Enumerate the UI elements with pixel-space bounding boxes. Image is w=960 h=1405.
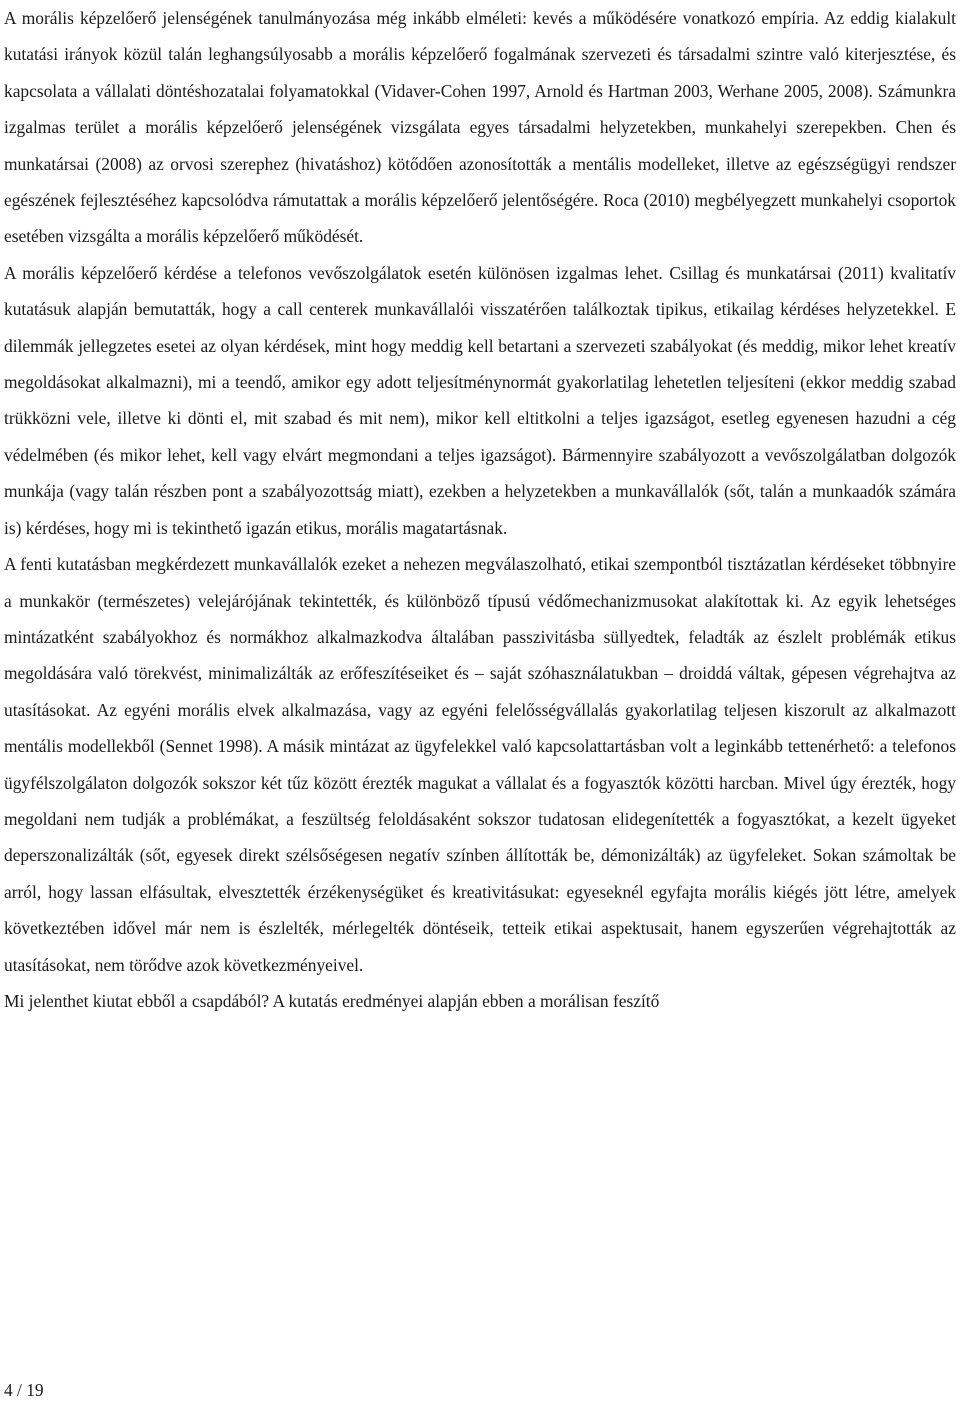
paragraph-2: A morális képzelőerő kérdése a telefonos vevőszolgálatok esetén különösen izgalmas lehet. Csillag és munkatársai (2011) kvalitatív kutatásuk alapján bemutatták, hogy a call centerek munkavállalói visszatérően találkoztak tipikus, etikailag kérdéses helyzetekkel. E dilemmák jellegzetes esetei az olyan kérdések, mint hogy meddig kell betartani a szervezeti szabályokat (és meddig, mikor lehet kreatív megoldásokat alkalmazni), mi a teendő, amikor egy adott teljesítménynormát gyakorlatilag lehetetlen teljesíteni (ekkor meddig szabad trükközni vele, illetve ki dönti el, mit szabad és mit nem), mikor kell eltitkolni a teljes igazságot, esetleg egyenesen hazudni a cég védelmében (és mikor lehet, kell vagy elvárt megmondani a teljes igazságot). Bármennyire szabályozott a vevőszolgálatban dolgozók munkája (vagy talán részben pont a szabályozottság miatt), ezekben a helyzetekben a munkavállalók (sőt, talán a munkaadók számára is) kérdéses, hogy mi is tekinthető igazán etikus, morális magatartásnak.	[4, 262, 956, 538]
paragraph-1: A morális képzelőerő jelenségének tanulmányozása még inkább elméleti: kevés a működésére vonatkozó empíria. Az eddig kialakult kutatási irányok közül talán leghangsúlyosabb a morális képzelőerő fogalmának szervezeti és társadalmi szintre való kiterjesztése, és kapcsolata a vállalati döntéshozatalai folyamatokkal (Vidaver-Cohen 1997, Arnold és Hartman 2003, Werhane 2005, 2008). Számunkra izgalmas terület a morális képzelőerő jelenségének vizsgálata egyes társadalmi helyzetekben, munkahelyi szerepekben. Chen és munkatársai (2008) az orvosi szerephez (hivatáshoz) kötődően azonosították a mentális modelleket, illetve az egészségügyi rendszer egészének fejlesztéséhez kapcsolódva rámutattak a morális képzelőerő jelentőségére. Roca (2010) megbélyegzett munkahelyi csoportok esetében vizsgálta a morális képzelőerő működését.	[4, 8, 956, 247]
paragraph-4: Mi jelenthet kiutat ebből a csapdából? A kutatás eredményei alapján ebben a morálisan feszítő	[4, 990, 660, 1011]
paragraph-3: A fenti kutatásban megkérdezett munkavállalók ezeket a nehezen megválaszolható, etikai szempontból tisztázatlan kérdéseket többnyire a munkakör (természetes) velejárójának tekintették, és különböző típusú védőmechanizmusokat alakítottak ki. Az egyik lehetséges mintázatként szabályokhoz és normákhoz alkalmazkodva általában passzivitásba süllyedtek, feladták az észlelt problémák etikus megoldására való törekvést, minimalizálták az erőfeszítéseiket és – saját szóhasználatukban – droiddá váltak, gépesen végrehajtva az utasításokat. Az egyéni morális elvek alkalmazása, vagy az egyéni felelősségvállalás gyakorlatilag teljesen kiszorult az alkalmazott mentális modellekből (Sennet 1998). A másik mintázat az ügyfelekkel való kapcsolattartásban volt a leginkább tettenérhető: a telefonos ügyfélszolgálaton dolgozók sokszor két tűz között érezték magukat a vállalat és a fogyasztók közötti harcban. Mivel úgy érezték, hogy megoldani nem tudják a problémákat, a feszültség feloldásaként sokszor tudatosan elidegenítették a fogyasztókat, a kezelt ügyeket deperszonalizálták (sőt, egyesek direkt szélsőségesen negatív színben állították be, démonizálták) az ügyfeleket. Sokan számoltak be arról, hogy lassan elfásultak, elvesztették érzékenységüket és kreativitásukat: egyeseknél egyfajta morális kiégés jött létre, amelyek következtében idővel már nem is észlelték, mérlegelték döntéseik, tetteik etikai aspektusait, hanem egyszerűen végrehajtották az utasításokat, nem törődve azok következményeivel.	[4, 554, 956, 975]
page-number: 4 / 19	[4, 1380, 44, 1400]
document-body	[4, 0, 956, 1019]
